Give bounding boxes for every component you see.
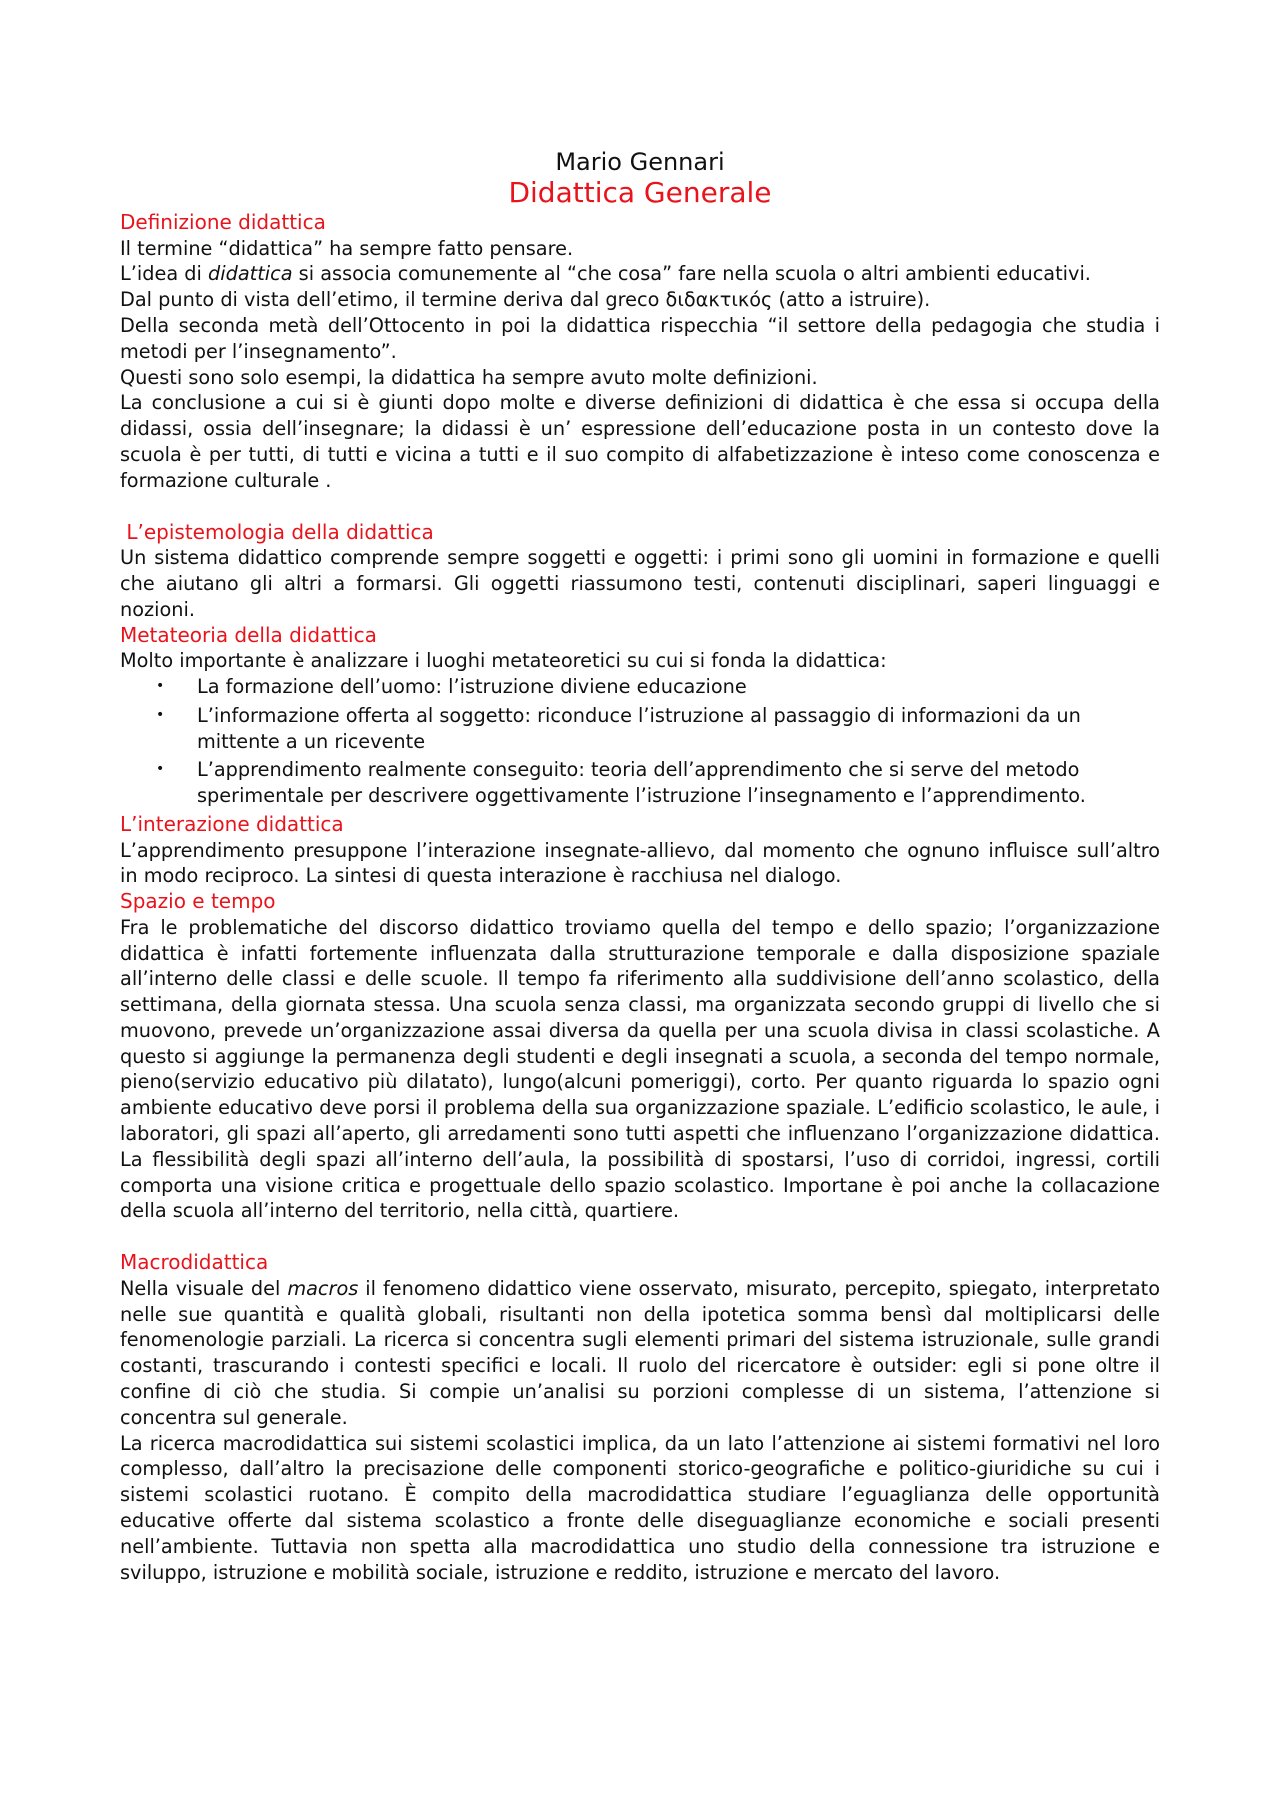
author-name: Mario Gennari [555,148,725,176]
paragraph: La conclusione a cui si è giunti dopo molte e diverse definizioni di didattica è che essa si occupa della didassi, ossia dell’insegnare; la didassi è un’ espressione dell’educazione posta in un contesto dove la scuola è per tutti, di tutti e vicina a tutti e il suo compito di alfabetizzazione è inteso come conoscenza e formazione culturale . [120,391,1160,492]
paragraph: Della seconda metà dell’Ottocento in poi la didattica rispecchia “il settore della pedagogia che studia i metodi per l’insegnamento”. [120,313,1160,363]
heading-interazione: L’interazione didattica [120,811,344,836]
bullet-icon: • [156,677,165,694]
emphasis-text: macros [287,1276,359,1300]
heading-macrodidattica: Macrodidattica [120,1250,269,1275]
document-page [120,148,1160,1585]
spacer [120,494,1160,520]
list-item [156,674,1160,700]
heading-metateoria: Metateoria della didattica [120,622,377,647]
bullet-icon: • [156,706,165,723]
text-run: Nella visuale del [120,1276,288,1300]
text-run: il fenomeno didattico viene osservato, misurato, percepito, spiegato, interpretato nelle sue quantità e qualità globali, risultanti non della ipotetica somma bensì dal moltiplicarsi delle fenomenologie parziali. La ricerca si concentra sugli elementi primari del sistema istruzionale, sulle grandi costanti, trascurando i contesti specifici e locali. Il ruolo del ricercatore è outsider: egli si pone oltre il confine di ciò che studia. Si compie un’analisi su porzioni complesse di un sistema, l’attenzione si concentra sul generale. [120,1276,1160,1429]
paragraph: Dal punto di vista dell’etimo, il termine deriva dal greco διδακτικός (atto a istruire). [120,288,931,312]
text-run: si associa comunemente al “che cosa” fare nella scuola o altri ambienti educativi. [292,262,1091,286]
paragraph: Un sistema didattico comprende sempre soggetti e oggetti: i primi sono gli uomini in formazione e quelli che aiutano gli altri a formarsi. Gli oggetti riassumono testi, contenuti disciplinari, saperi linguaggi e nozioni. [120,546,1160,621]
heading-epistemologia: L’epistemologia della didattica [120,519,434,544]
heading-definizione: Definizione didattica [120,210,326,234]
heading-spazio-tempo: Spazio e tempo [120,889,276,914]
text-run: L’idea di [120,262,208,286]
emphasis-text: didattica [208,262,293,286]
paragraph: La ricerca macrodidattica sui sistemi scolastici implica, da un lato l’attenzione ai sistemi formativi nel loro complesso, dall’altro la precisazione delle componenti storico-geografiche e politico-giuridiche su cui i sistemi scolastici ruotano. È compito della macrodidattica studiare l’eguaglianza delle opportunità educative offerte dal sistema scolastico a fronte delle diseguaglianze economiche e sociali presenti nell’ambiente. Tuttavia non spetta alla macrodidattica uno studio della connessione tra istruzione e sviluppo, istruzione e mobilità sociale, istruzione e reddito, istruzione e mercato del lavoro. [120,1431,1160,1584]
paragraph: L’apprendimento presuppone l’interazione insegnate-allievo, dal momento che ognuno influisce sull’altro in modo reciproco. La sintesi di questa interazione è racchiusa nel dialogo. [120,838,1160,888]
bullet-icon: • [156,761,165,778]
document-title: Didattica Generale [508,176,772,209]
list-item [156,757,1160,809]
paragraph: Fra le problematiche del discorso didattico troviamo quella del tempo e dello spazio; l’organizzazione didattica è infatti fortemente influenzata dalla strutturazione temporale e dalla disposizione spaziale all’interno delle classi e delle scuole. Il tempo fa riferimento alla suddivisione dell’anno scolastico, della settimana, della giornata stessa. Una scuola senza classi, ma organizzata secondo gruppi di livello che si muovono, prevede un’organizzazione assai diversa da quella per una scuola divisa in classi scolastiche. A questo si aggiunge la permanenza degli studenti e degli insegnati a scuola, a seconda del tempo normale, pieno(servizio educativo più dilatato), lungo(alcuni pomeriggi), corto. Per quanto riguarda lo spazio ogni ambiente educativo deve porsi il problema della sua organizzazione spaziale. L’edificio scolastico, le aule, i laboratori, gli spazi all’aperto, gli arredamenti sono tutti aspetti che influenzano l’organizzazione didattica. La flessibilità degli spazi all’interno dell’aula, la possibilità di spostarsi, l’uso di corridoi, ingressi, cortili comporta una visione critica e progettuale dello spazio scolastico. Importane è poi anche la collacazione della scuola all’interno del territorio, nella città, quartiere. [120,915,1160,1223]
paragraph [120,1276,1160,1431]
paragraph: Questi sono solo esempi, la didattica ha sempre avuto molte definizioni. [120,365,818,389]
list-item [156,703,1160,755]
paragraph [120,261,1160,287]
spacer [120,1224,1160,1250]
paragraph: Molto importante è analizzare i luoghi metateoretici su cui si fonda la didattica: [120,649,887,673]
bullet-list [120,674,1160,809]
paragraph: Il termine “didattica” ha sempre fatto pensare. [120,236,574,260]
list-item-text: La formazione dell’uomo: l’istruzione diviene educazione [197,674,747,698]
list-item-text: L’informazione offerta al soggetto: riconduce l’istruzione al passaggio di informazioni da un mittente a un ricevente [197,703,1081,753]
list-item-text: L’apprendimento realmente conseguito: teoria dell’apprendimento che si serve del metodo sperimentale per descrivere oggettivamente l’istruzione l’insegnamento e l’apprendimento. [197,758,1086,808]
